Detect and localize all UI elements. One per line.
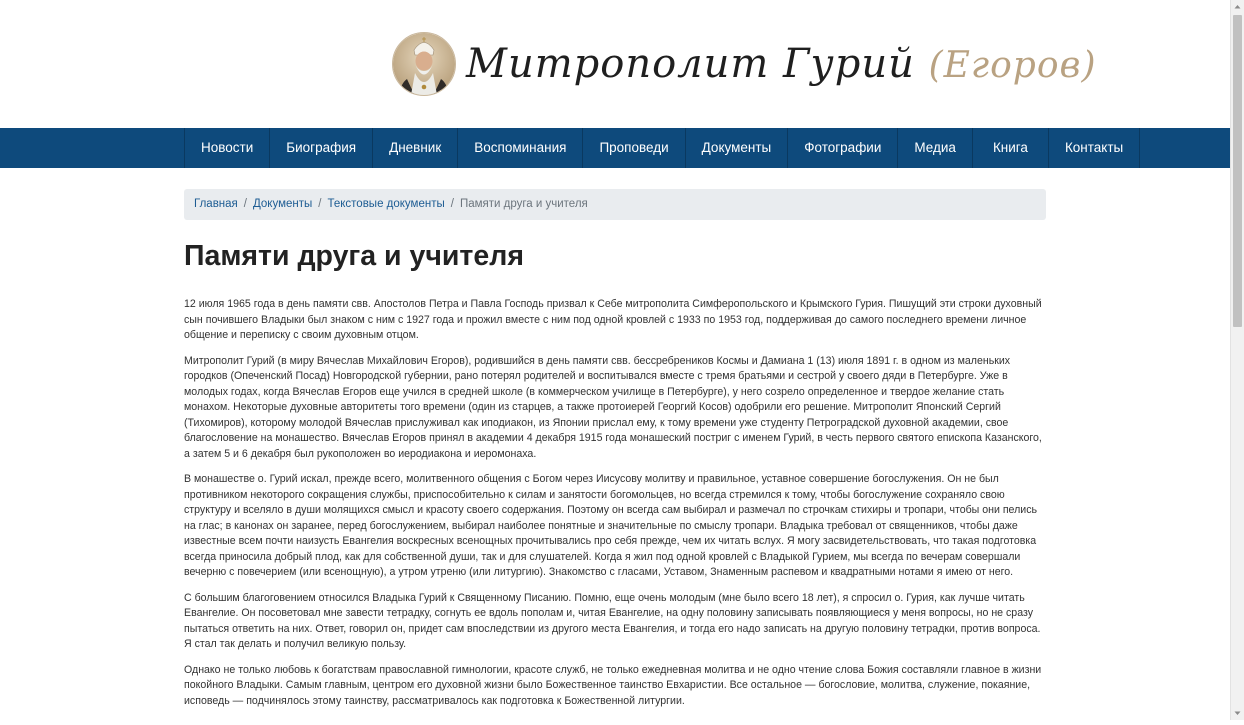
main-nav	[184, 128, 1140, 168]
article-paragraph: Митрополит Гурий (в миру Вячеслав Михайлович Егоров), родившийся в день памяти свв. бессребреников Космы и Дамиана 1 (13) июля 1891 г. в одном из маленьких городков (Опеченский Посад) Новгородской губернии, рано потерял родителей и воспитывался вместе с тремя братьями и сестрой у своего дяди в Петербурге. Уже в молодых годах, когда Вячеслав Егоров еще учился в средней школе (в коммерческом училище в Петербурге), у него созрело определенное и твердое желание стать монахом. Некоторые духовные авторитеты того времени (один из старцев, а также протоиерей Георгий Косов) одобрили его решение. Митрополит Японский Сергий (Тихомиров), которому молодой Вячеслав прислуживал как иподиакон, из Японии прислал ему, к тому времени уже студенту Петроградской духовной академии, свое благословение на монашество. Вячеслав Егоров принял в академии 4 декабря 1915 года монашеский постриг с именем Гурий, в честь первого святого епископа Казанского, а затем 5 и 6 декабря был рукоположен во иеродиакона и иеромонаха.	[184, 354, 1042, 460]
article-paragraph: С большим благоговением относился Владыка Гурий к Священному Писанию. Помню, еще очень молодым (мне было всего 18 лет), я спросил о. Гурия, как лучше читать Евангелие. Он посоветовал мне завести тетрадку, согнуть ее вдоль пополам и, читая Евангелие, на одну половину записывать появляющиеся у меня вопросы, но не сразу пытаться ответить на них. Ответ, говорил он, придет сам впоследствии из другого места Евангелия, и тогда его надо записать на другую половину тетрадки, против вопроса. Я стал так делать и получил великую пользу.	[184, 591, 1041, 650]
metropolitan-portrait-image	[392, 32, 456, 96]
nav-item-contacts[interactable]: Контакты	[1049, 128, 1140, 168]
nav-item-book[interactable]: Книга	[973, 128, 1049, 168]
breadcrumb-current: Памяти друга и учителя	[459, 198, 588, 210]
article-paragraph: В монашестве о. Гурий искал, прежде всего, молитвенного общения с Богом через Иисусову молитву и правильное, уставное совершение богослужения. Он не был противником некоторого сокращения службы, приспособительно к силам и занятости богомольцев, но всегда стремился к тому, чтобы богослужение сохраняло свою структуру и вселяло в души молящихся смысл и красоту своего содержания. Поэтому он всегда сам выбирал и размечал по строчкам стихиры и тропари, чтобы они пелись на глас; в канонах он заранее, перед богослужением, выбирал наиболее понятные и значительные по смыслу тропари. Владыка требовал от священников, чтобы даже известные всем почти наизусть Евангелия воскресных всенощных прочитывались про себя прежде, чем их читать вслух. Я могу засвидетельствовать, что такая подготовка всегда приносила добрый плод, как для собственной души, так и для слушателей. Когда я жил под одной кровлей с Владыкой Гурием, мы всегда по вечерам совершали вечерню с повечерием (или всенощную), а утром утреню (или литургию). Знакомство с гласами, Уставом, Знаменным распевом и квадратными нотами я имею от него.	[184, 473, 1038, 578]
scroll-up-arrow-icon[interactable]	[1231, 0, 1244, 14]
breadcrumb-link-documents[interactable]: Документы	[252, 198, 313, 210]
page-title: Памяти друга и учителя	[184, 240, 524, 272]
logo-name: Митрополит Гурий	[466, 41, 915, 87]
scrollbar-thumb[interactable]	[1233, 15, 1242, 327]
logo-title	[466, 41, 1097, 87]
scroll-down-arrow-icon[interactable]	[1231, 706, 1244, 720]
nav-item-media[interactable]: Медиа	[898, 128, 973, 168]
breadcrumb	[184, 189, 1046, 220]
site-logo[interactable]	[392, 31, 1097, 97]
breadcrumb-separator: /	[243, 198, 247, 210]
vertical-scrollbar[interactable]	[1230, 0, 1244, 720]
article-paragraph: 12 июля 1965 года в день памяти свв. Апостолов Петра и Павла Господь призвал к Себе митрополита Симферопольского и Крымского Гурия. Пишущий эти строки духовный сын почившего Владыки был знаком с ним с 1927 года и прожил вместе с ним под одной кровлей с 1933 по 1953 год, поддерживая до самого последнего времени личное общение и переписку с своим духовным отцом.	[184, 298, 1042, 341]
breadcrumb-link-home[interactable]: Главная	[194, 198, 238, 210]
nav-item-biography[interactable]: Биография	[270, 128, 373, 168]
main-navbar	[0, 128, 1230, 168]
nav-item-sermons[interactable]: Проповеди	[583, 128, 685, 168]
breadcrumb-separator: /	[318, 198, 322, 210]
nav-item-documents[interactable]: Документы	[686, 128, 789, 168]
breadcrumb-link-text-documents[interactable]: Текстовые документы	[327, 198, 445, 210]
breadcrumb-separator: /	[450, 198, 454, 210]
nav-item-memories[interactable]: Воспоминания	[458, 128, 583, 168]
logo-subtitle: (Егоров)	[928, 45, 1097, 86]
nav-item-news[interactable]: Новости	[185, 128, 270, 168]
article-paragraph: Однако не только любовь к богатствам православной гимнологии, красоте служб, не только ежедневная молитва и не одно чтение слова Божия составляли главное в жизни покойного Владыки. Самым главным, центром его духовной жизни было Божественное таинство Евхаристии. Все остальное — богословие, молитва, служение, покаяние, исповедь — подчинялось этому таинству, рассматривалось как подготовка к Божественной литургии.	[184, 663, 1042, 707]
nav-item-diary[interactable]: Дневник	[373, 128, 458, 168]
article-body	[184, 297, 1049, 719]
site-header	[0, 0, 1230, 128]
nav-item-photos[interactable]: Фотографии	[788, 128, 898, 168]
